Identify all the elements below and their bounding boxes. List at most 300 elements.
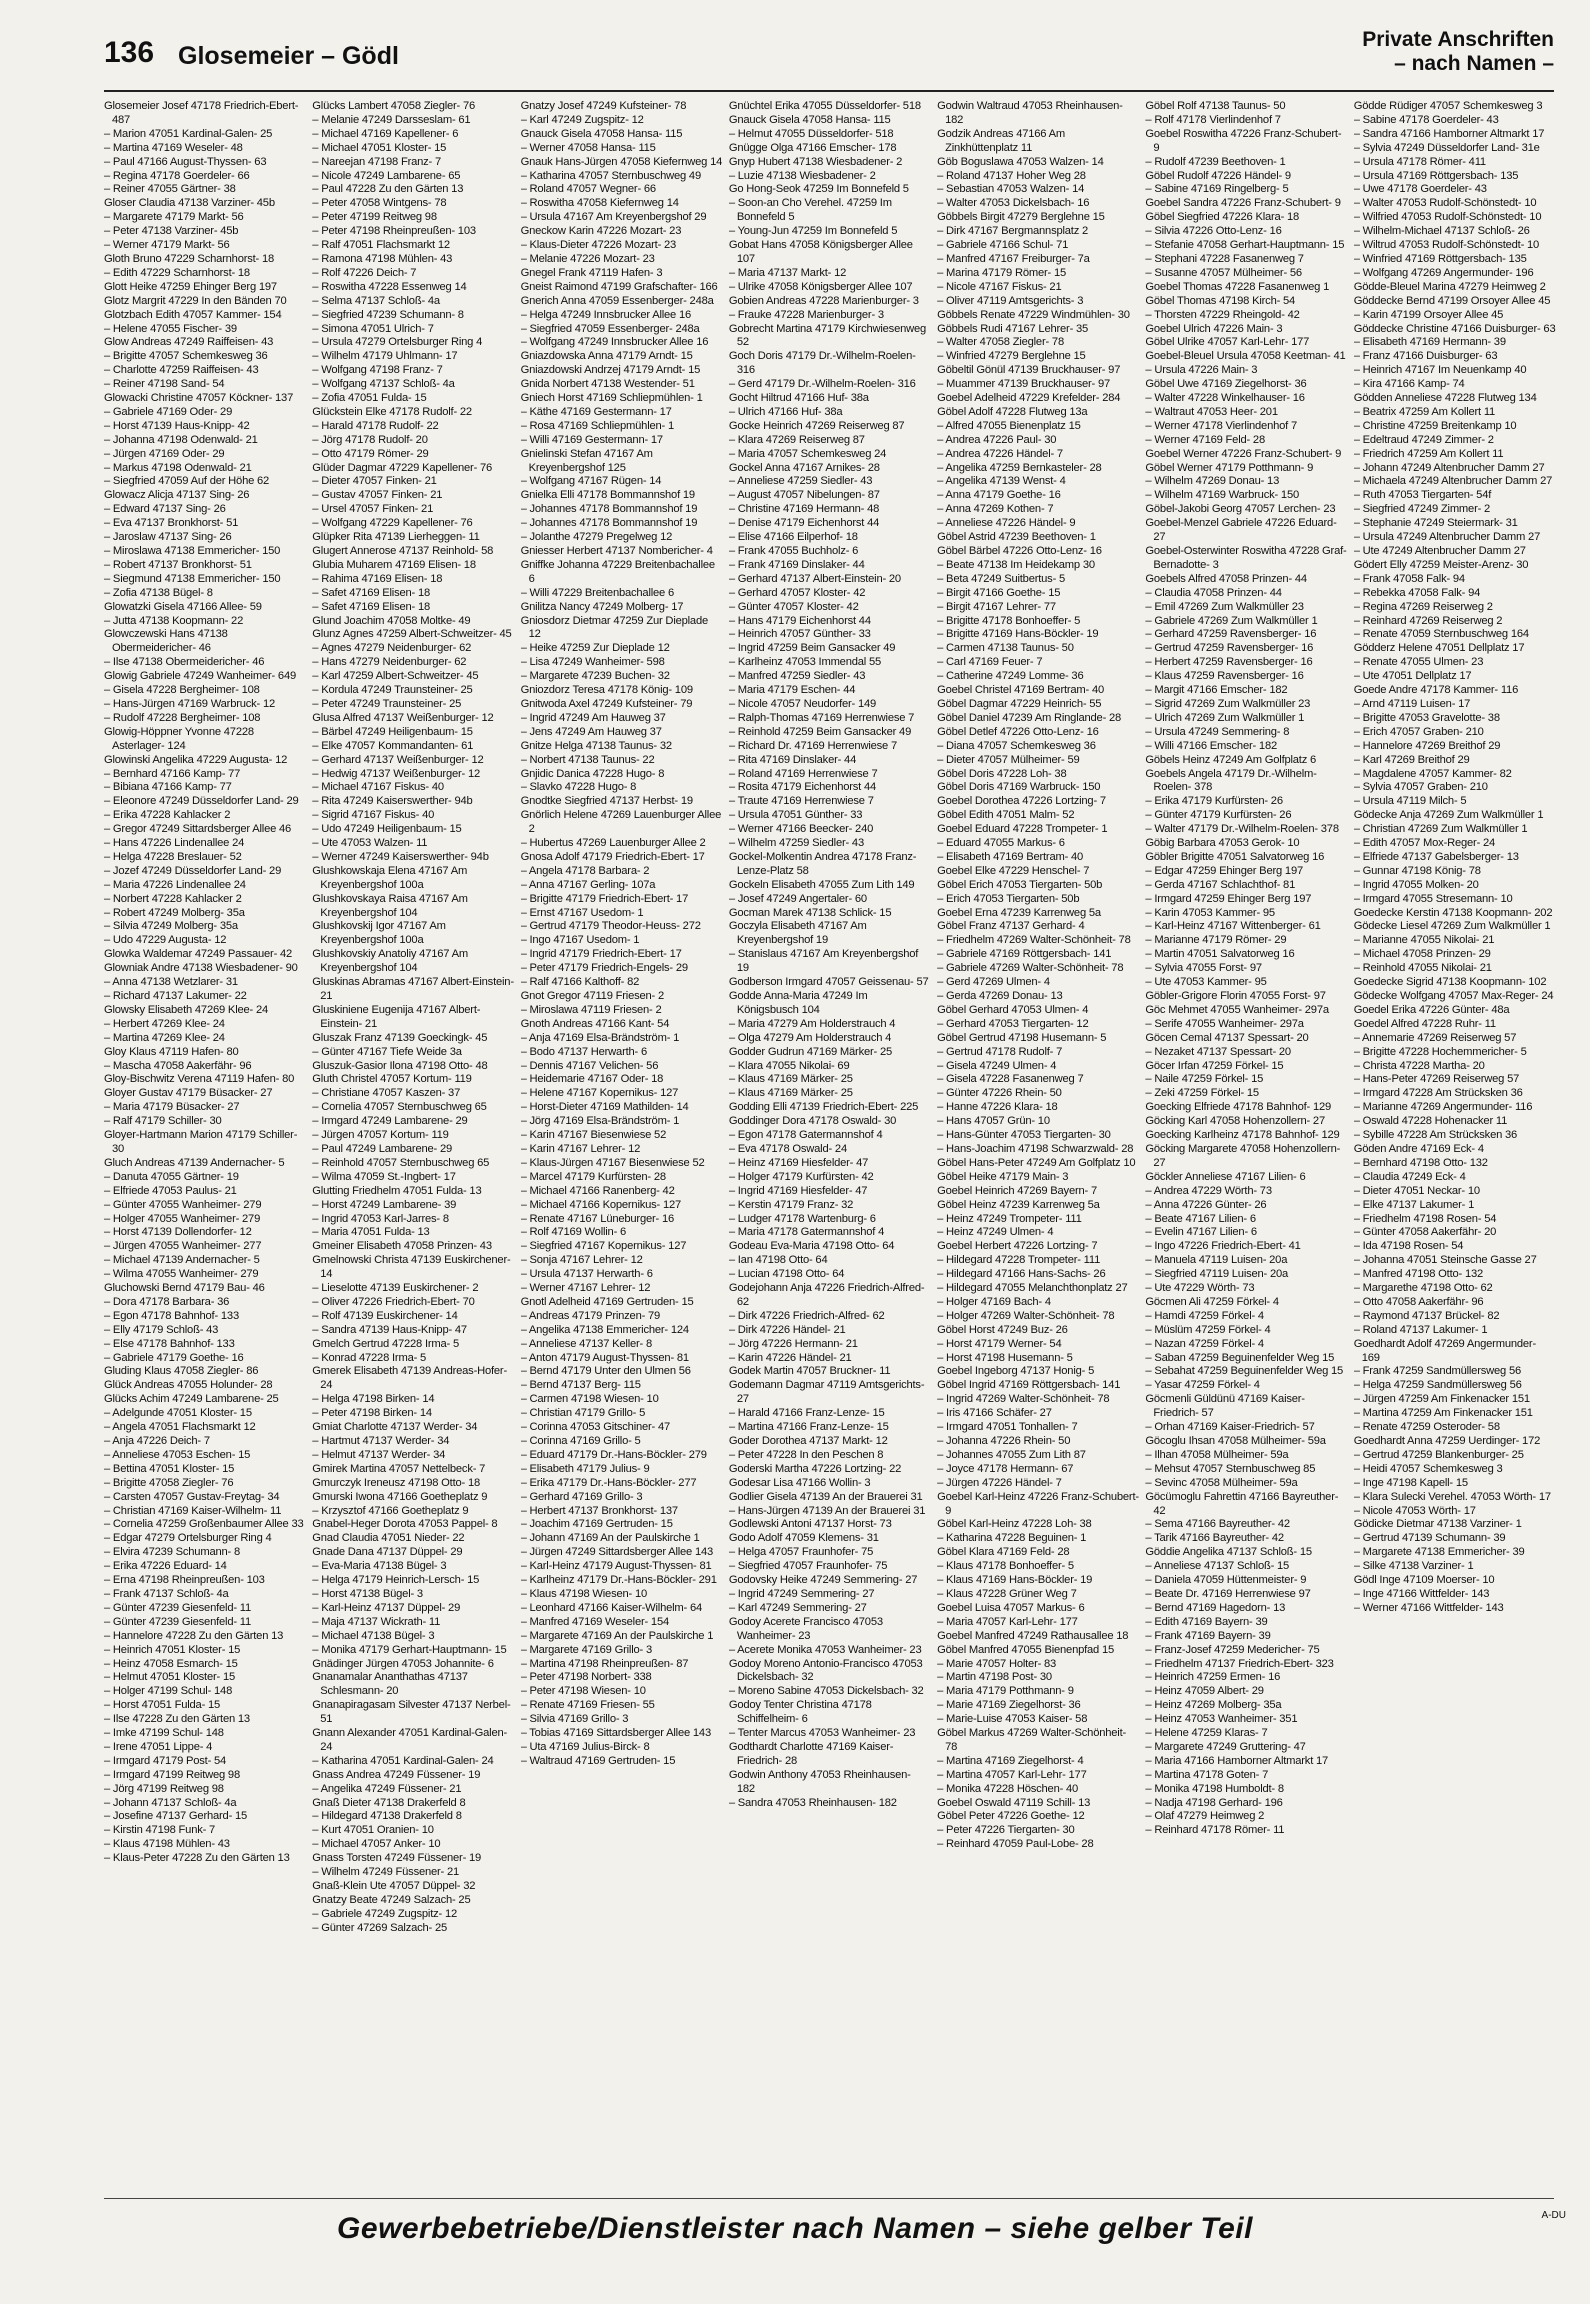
directory-entry: Gmerek Elisabeth 47139 Andreas-Hofer- 24: [312, 1365, 507, 1392]
directory-entry: Göbel Dagmar 47229 Heinrich- 55: [937, 697, 1102, 710]
directory-entry: – Käthe 47169 Gestermann- 17: [520, 405, 672, 418]
directory-entry: Gnann Alexander 47051 Kardinal-Galen- 24: [312, 1727, 508, 1753]
directory-entry: Gluchowski Bernd 47179 Bau- 46: [104, 1282, 265, 1295]
directory-entry: Gloth Bruno 47229 Scharnhorst- 18: [104, 252, 275, 265]
directory-entry: – Peter 47249 Traunsteiner- 25: [312, 697, 462, 710]
directory-entry: – Werner 47169 Feld- 28: [1145, 433, 1265, 446]
directory-entry: – Ralf 47179 Schiller- 30: [104, 1115, 222, 1128]
directory-entry: – Acerete Monika 47053 Wanheimer- 23: [728, 1643, 922, 1656]
directory-entry: – Cornelia 47259 Großenbaumer Allee 33: [104, 1518, 304, 1531]
directory-entry: – Jörg 47226 Hermann- 21: [728, 1337, 858, 1350]
directory-entry: – Marie 47169 Ziegelhorst- 36: [937, 1699, 1081, 1712]
directory-entry: – Harald 47178 Rudolf- 22: [312, 419, 439, 432]
directory-entry: – Christine 47259 Breitenkamp 10: [1353, 419, 1517, 432]
directory-entry: – Angelika 47138 Emmericher- 124: [520, 1323, 689, 1336]
section-title: [1362, 28, 1554, 76]
directory-entry: – Irmgard 47055 Stresemann- 10: [1353, 892, 1513, 905]
directory-entry: – Karlheinz 47179 Dr.-Hans-Böckler- 291: [520, 1574, 717, 1587]
directory-entry: – Erich 47057 Graben- 210: [1353, 725, 1484, 738]
directory-entry: Goebel Eduard 47228 Trompeter- 1: [937, 823, 1108, 836]
directory-entry: – Hans-Günter 47053 Tiergarten- 30: [937, 1129, 1111, 1142]
directory-entry: – Jolanthe 47279 Pregelweg 12: [520, 531, 673, 544]
directory-entry: – Maria 47057 Karl-Lehr- 177: [937, 1615, 1078, 1628]
directory-entry: – Klara Sulecki Verehel. 47053 Wörth- 17: [1353, 1490, 1551, 1503]
directory-entry: – Jutta 47138 Koopmann- 22: [104, 614, 244, 627]
directory-entry: – Nicole 47053 Wörth- 17: [1353, 1504, 1476, 1517]
directory-entry: – Karl-Heinz 47137 Düppel- 29: [312, 1601, 461, 1614]
directory-entry: Godder Gudrun 47169 Märker- 25: [728, 1045, 892, 1058]
directory-entry: Gniosdorz Dietmar 47259 Zur Dieplade 12: [520, 614, 708, 641]
directory-entry: – Heinrich 47057 Günther- 33: [728, 628, 871, 641]
directory-entry: – Marion 47051 Kardinal-Galen- 25: [104, 127, 273, 140]
directory-entry: – Heike 47259 Zur Dieplade 12: [520, 642, 670, 655]
directory-entry: – Ute 47053 Kammer- 95: [1145, 976, 1267, 989]
directory-entry: Gluding Klaus 47058 Ziegler- 86: [104, 1365, 259, 1378]
directory-entry: – Emil 47269 Zum Walkmüller 23: [1145, 600, 1304, 613]
directory-entry: – Eleonore 47249 Düsseldorfer Land- 29: [104, 795, 299, 808]
directory-entry: – Ulrich 47166 Huf- 38a: [728, 405, 843, 418]
directory-entry: – Inge 47166 Wittfelder- 143: [1353, 1587, 1490, 1600]
directory-entry: – Zofia 47138 Bügel- 8: [104, 586, 213, 599]
directory-entry: Gnanapiragasam Silvester 47137 Nerbel- 51: [312, 1699, 511, 1726]
directory-entry: – Johanna 47226 Rhein- 50: [937, 1435, 1071, 1447]
directory-entry: Glow Andreas 47249 Raiffeisen- 43: [104, 336, 274, 349]
directory-entry: – Stanislaus 47167 Am Kreyenbergshof 19: [728, 948, 919, 975]
directory-entry: – Sevinc 47058 Mülheimer- 59a: [1145, 1476, 1298, 1489]
directory-entry: – Sigrid 47269 Zum Walkmüller 23: [1145, 697, 1311, 710]
directory-entry: – Catherine 47249 Lomme- 36: [937, 670, 1084, 683]
directory-entry: – Christian 47169 Kaiser-Wilhelm- 11: [104, 1504, 282, 1517]
directory-entry: Gnaß-Klein Ute 47057 Düppel- 32: [312, 1880, 476, 1892]
directory-entry: – Klaus 47169 Märker- 25: [728, 1087, 853, 1100]
directory-entry: – Jörg 47169 Elsa-Brändström- 1: [520, 1115, 680, 1128]
directory-entry: Göbel Peter 47226 Goethe- 12: [937, 1810, 1085, 1823]
directory-entry: – Jürgen 47249 Sittardsberger Allee 143: [520, 1546, 714, 1559]
directory-entry: – Iris 47166 Schäfer- 27: [937, 1407, 1052, 1420]
directory-entry: – Gisela 47228 Bergheimer- 108: [104, 684, 260, 697]
directory-entry: – Helmut 47051 Kloster- 15: [104, 1671, 235, 1684]
directory-entry: – Gerhard 47053 Tiergarten- 12: [937, 1017, 1089, 1030]
directory-entry: – Klara 47055 Nikolai- 69: [728, 1059, 850, 1072]
directory-entry: – Angela 47178 Barbara- 2: [520, 864, 650, 877]
directory-entry: – Gabriele 47166 Schul- 71: [937, 239, 1069, 252]
directory-entry: – Ulrich 47269 Zum Walkmüller 1: [1145, 711, 1305, 724]
directory-entry: Göbel Adolf 47228 Flutweg 13a: [937, 405, 1088, 418]
directory-entry: – Martina 47166 Franz-Lenze- 15: [728, 1421, 889, 1434]
directory-entry: – Manfred 47167 Freiburger- 7a: [937, 252, 1090, 265]
directory-entry: – Peter 47199 Reitweg 98: [312, 211, 437, 224]
directory-entry: – Hans 47179 Eichenhorst 44: [728, 614, 871, 627]
directory-entry: – Sebahat 47259 Beguinenfelder Weg 15: [1145, 1365, 1344, 1378]
directory-entry: – Tarik 47166 Bayreuther- 42: [1145, 1532, 1284, 1545]
header-rule: [104, 90, 1554, 92]
directory-entry: – Siegfried 47249 Zimmer- 2: [1353, 503, 1491, 516]
directory-entry: – Frank 47169 Bayern- 39: [1145, 1629, 1271, 1642]
directory-entry: Göbler-Grigore Florin 47055 Forst- 97: [1145, 990, 1326, 1002]
directory-entry: – Günter 47239 Giesenfeld- 11: [104, 1615, 251, 1628]
directory-entry: – Ralf 47051 Flachsmarkt 12: [312, 239, 450, 252]
directory-entry: – Herbert 47259 Ravensberger- 16: [1145, 656, 1313, 669]
directory-entry: Gneckow Karin 47226 Mozart- 23: [520, 225, 682, 238]
directory-entry: – Heinrich 47167 Im Neuenkamp 40: [1353, 364, 1527, 377]
directory-entry: – Michael 47166 Ranenberg- 42: [520, 1184, 675, 1197]
directory-entry: – Günter 47167 Tiefe Weide 3a: [312, 1045, 462, 1058]
directory-entry: Göbel Doris 47228 Loh- 38: [937, 767, 1067, 780]
directory-entry: Göbbels Rudi 47167 Lehrer- 35: [937, 322, 1089, 335]
directory-entry: Gnilitza Nancy 47249 Molberg- 17: [520, 600, 684, 613]
directory-entry: – Ingo 47167 Usedom- 1: [520, 934, 640, 947]
directory-entry: – Ursula 47169 Röttgersbach- 135: [1353, 169, 1519, 182]
directory-entry: Glushkovskaya Raisa 47167 Am Kreyenbergshof 104: [312, 892, 468, 919]
directory-entry: – Jozef 47249 Düsseldorfer Land- 29: [104, 864, 282, 877]
directory-entry: – Nezaket 47137 Spessart- 20: [1145, 1045, 1291, 1058]
directory-entry: – Werner 47166 Beecker- 240: [728, 823, 874, 836]
directory-entry: – Elke 47137 Lakumer- 1: [1353, 1198, 1475, 1211]
directory-entry: Gobien Andreas 47228 Marienburger- 3: [728, 294, 919, 307]
directory-entry: – Claudia 47058 Prinzen- 44: [1145, 586, 1282, 599]
directory-entry: – Tenter Marcus 47053 Wanheimer- 23: [728, 1727, 916, 1740]
directory-entry: – Hans 47279 Neidenburger- 62: [312, 656, 467, 669]
directory-entry: – Anna 47226 Günter- 26: [1145, 1198, 1267, 1211]
directory-entry: – Jürgen 47057 Kortum- 119: [312, 1129, 449, 1142]
directory-entry: – Roland 47137 Lakumer- 1: [1353, 1323, 1488, 1336]
directory-entry: – Christine 47169 Hermann- 48: [728, 503, 880, 516]
section-title-line-1: Private Anschriften: [1362, 28, 1554, 51]
directory-entry: – Waltraud 47169 Gertruden- 15: [520, 1754, 676, 1767]
directory-entry: Glücks Lambert 47058 Ziegler- 76: [312, 100, 476, 112]
directory-entry: Göb Boguslawa 47053 Walzen- 14: [937, 155, 1104, 168]
directory-entry: Gnot Gregor 47119 Friesen- 2: [520, 990, 664, 1002]
directory-entry: – Beate 47167 Lilien- 6: [1145, 1212, 1256, 1225]
directory-entry: – Margarete 47138 Emmericher- 39: [1353, 1546, 1525, 1559]
directory-entry: – Willi 47229 Breitenbachallee 6: [520, 586, 674, 599]
directory-entry: Glüder Dagmar 47229 Kapellener- 76: [312, 461, 493, 474]
directory-entry: – Nicole 47249 Lambarene- 65: [312, 169, 461, 182]
directory-entry: – Reiner 47198 Sand- 54: [104, 378, 225, 391]
directory-entry: – Heinz 47053 Wanheimer- 351: [1145, 1713, 1298, 1726]
directory-entry: – Karl-Heinz 47179 August-Thyssen- 81: [520, 1560, 712, 1573]
directory-entry: Glowczewski Hans 47138 Obermeidericher- 46: [104, 628, 228, 655]
directory-entry: – Holger 47169 Bach- 4: [937, 1295, 1051, 1308]
directory-entry: – Beatrix 47259 Am Kollert 11: [1353, 405, 1496, 418]
directory-entry: – Christian 47179 Grillo- 5: [520, 1407, 646, 1420]
directory-entry: Gödden Anneliese 47228 Flutweg 134: [1353, 392, 1537, 405]
directory-entry: – Gabriele 47169 Röttgersbach- 141: [937, 948, 1112, 961]
directory-entry: Goebel Roswitha 47226 Franz-Schubert- 9: [1145, 127, 1342, 154]
directory-entry: – Silvia 47249 Molberg- 35a: [104, 920, 238, 933]
directory-entry: – Wilhelm 47249 Füssener- 21: [312, 1866, 460, 1879]
directory-entry: – Maria 47057 Schemkesweg 24: [728, 447, 887, 460]
directory-entry: – Beate 47138 Im Heidekamp 30: [937, 558, 1095, 571]
directory-entry: – Friedhelm 47198 Rosen- 54: [1353, 1212, 1497, 1225]
directory-entry: Godoy Acerete Francisco 47053 Wanheimer- 23: [728, 1615, 883, 1642]
footer-note: Gewerbebetriebe/Dienstleister nach Namen – siehe gelber Teil: [337, 2212, 1253, 2245]
directory-entry: – Horst 47051 Fulda- 15: [104, 1699, 221, 1712]
directory-entry: Göckler Anneliese 47167 Lilien- 6: [1145, 1170, 1306, 1183]
directory-entry: – Wolfgang 47229 Kapellener- 76: [312, 517, 473, 530]
directory-entry: – Helmut 47055 Düsseldorfer- 518: [728, 127, 894, 140]
directory-entry: Gobrecht Martina 47179 Kirchwiesenweg 52: [728, 322, 927, 349]
directory-entry: – Frank 47169 Dinslaker- 44: [728, 558, 865, 571]
directory-entry: – Peter 47198 Norbert- 338: [520, 1671, 652, 1684]
directory-entry: – Brigitte 47169 Hans-Böckler- 19: [937, 628, 1099, 641]
directory-entry: Goebel-Osterwinter Roswitha 47228 Graf-Bernadotte- 3: [1145, 545, 1347, 571]
directory-entry: Gockel-Molkentin Andrea 47178 Franz-Lenze-Platz 58: [728, 850, 917, 877]
directory-entry: – Anneliese 47053 Eschen- 15: [104, 1448, 251, 1461]
directory-entry: – Zeki 47259 Förkel- 15: [1145, 1087, 1259, 1100]
directory-entry: – Manfred 47198 Otto- 132: [1353, 1268, 1484, 1281]
directory-entry: – Alfred 47055 Bienenplatz 15: [937, 419, 1081, 432]
directory-entry: Gloyer Gustav 47179 Büsacker- 27: [104, 1087, 273, 1100]
directory-entry: – Eva 47137 Bronkhorst- 51: [104, 517, 239, 530]
directory-entry: Gniazdowska Anna 47179 Arndt- 15: [520, 350, 693, 363]
directory-entry: – Angelika 47249 Füssener- 21: [312, 1782, 462, 1795]
directory-entry: – Günter 47269 Salzach- 25: [312, 1921, 448, 1934]
directory-entry: – Peter 47228 In den Peschen 8: [728, 1448, 884, 1461]
directory-entry: – Ruth 47053 Tiergarten- 54f: [1353, 489, 1492, 502]
directory-entry: – Erich 47053 Tiergarten- 50b: [937, 892, 1080, 905]
directory-entry: – Slavko 47228 Hugo- 8: [520, 781, 637, 794]
directory-entry: Göcmen Ali 47259 Förkel- 4: [1145, 1295, 1279, 1308]
directory-entry: Göbel Bärbel 47226 Otto-Lenz- 16: [937, 545, 1102, 557]
directory-entry: – Dirk 47226 Händel- 21: [728, 1323, 846, 1336]
directory-entry: – Nazan 47259 Förkel- 4: [1145, 1337, 1264, 1350]
directory-entry: Göcking Karl 47058 Hohenzollern- 27: [1145, 1115, 1325, 1128]
directory-entry: – Klaus 47228 Grüner Weg 7: [937, 1587, 1077, 1600]
directory-entry: Gnegel Frank 47119 Hafen- 3: [520, 266, 663, 279]
directory-entry: – Jaroslaw 47137 Sing- 26: [104, 531, 232, 544]
directory-entry: – Margarete 47239 Buchen- 32: [520, 670, 670, 683]
directory-entry: – Rita 47169 Dinslaker- 44: [728, 753, 857, 766]
directory-entry: – Peter 47198 Rheinpreußen- 103: [312, 225, 476, 238]
directory-entry: – Rosita 47179 Eichenhorst 44: [728, 781, 877, 794]
directory-entry: – Young-Jun 47259 Im Bonnefeld 5: [728, 225, 898, 238]
directory-entry: – Irmgard 47259 Ehinger Berg 197: [1145, 892, 1312, 905]
directory-entry: – Ian 47198 Otto- 64: [728, 1254, 828, 1267]
directory-entry: – Bernd 47179 Unter den Ulmen 56: [520, 1365, 691, 1378]
directory-entry: – Heinz 47249 Ulmen- 4: [937, 1226, 1054, 1239]
directory-entry: – Werner 47166 Wittfelder- 143: [1353, 1601, 1504, 1614]
directory-entry: Gmelnowski Christa 47139 Euskirchener- 14: [312, 1254, 511, 1281]
directory-entry: Gnitwoda Axel 47249 Kufsteiner- 79: [520, 697, 693, 710]
directory-entry: Godesar Lisa 47166 Wollin- 3: [728, 1476, 871, 1489]
directory-entry: – Stephani 47228 Fasanenweg 7: [1145, 252, 1304, 265]
directory-entry: – Michael 47139 Andernacher- 5: [104, 1254, 260, 1267]
directory-entry: – Dirk 47167 Bergmannsplatz 2: [937, 225, 1089, 238]
directory-entry: – Ute 47051 Dellplatz 17: [1353, 670, 1472, 683]
directory-entry: – Walter 47053 Dickelsbach- 16: [937, 197, 1090, 210]
directory-entry: – Angela 47051 Flachsmarkt 12: [104, 1421, 256, 1434]
directory-entry: Godlier Gisela 47139 An der Brauerei 31: [728, 1490, 923, 1503]
directory-entry: – Karin 47199 Orsoyer Allee 45: [1353, 308, 1504, 321]
directory-entry: – Gertrud 47179 Theodor-Heuss- 272: [520, 920, 701, 933]
directory-entry: Goebel Thomas 47228 Fasanenweg 1: [1145, 280, 1330, 293]
directory-entry: – Sabine 47178 Goerdeler- 43: [1353, 113, 1499, 126]
directory-entry: Göbig Barbara 47053 Gerok- 10: [1145, 837, 1300, 850]
directory-entry: – Martina 47178 Goten- 7: [1145, 1768, 1269, 1781]
directory-entry: Gnauk Hans-Jürgen 47058 Kiefernweg 14: [520, 155, 723, 168]
directory-entry: – Richard Dr. 47169 Herrenwiese 7: [728, 739, 897, 752]
directory-entry: – Günter 47057 Kloster- 42: [728, 600, 859, 613]
directory-entry: – Anja 47169 Elsa-Brändström- 1: [520, 1031, 680, 1044]
directory-entry: – Reinhold 47259 Beim Gansacker 49: [728, 725, 912, 738]
directory-entry: – Sybille 47228 Am Strücksken 36: [1353, 1129, 1518, 1142]
directory-entry: – Ilse 47228 Zu den Gärten 13: [104, 1713, 250, 1726]
directory-entry: – Klaus 47259 Ravensberger- 16: [1145, 670, 1304, 683]
directory-entry: – Roland 47169 Herrenwiese 7: [728, 767, 878, 780]
directory-entry: – Brigitte 47058 Ziegler- 76: [104, 1476, 234, 1489]
directory-entry: – Martina 47169 Ziegelhorst- 4: [937, 1754, 1084, 1767]
directory-entry: – Hans-Peter 47269 Reiserweg 57: [1353, 1073, 1520, 1086]
directory-entry: – Horst 47198 Husemann- 5: [937, 1351, 1073, 1364]
directory-entry: – Reiner 47055 Gärtner- 38: [104, 183, 236, 196]
directory-entry: Goebel Elke 47229 Henschel- 7: [937, 864, 1090, 877]
directory-entry: – Maria 47166 Hamborner Altmarkt 17: [1145, 1754, 1329, 1767]
directory-entry: – Roswitha 47228 Essenweg 14: [312, 280, 467, 293]
directory-entry: Glowsky Elisabeth 47269 Klee- 24: [104, 1003, 268, 1016]
directory-entry: – Serife 47055 Wanheimer- 297a: [1145, 1017, 1304, 1030]
directory-entry: Godwin Anthony 47053 Rheinhausen- 182: [728, 1768, 911, 1795]
directory-entry: – Egon 47178 Gatermannshof 4: [728, 1129, 883, 1142]
directory-entry: – Lucian 47198 Otto- 64: [728, 1268, 845, 1281]
directory-entry: – Ursula 47137 Herwarth- 6: [520, 1268, 653, 1281]
directory-entry: – Irmgard 47199 Reitweg 98: [104, 1768, 240, 1781]
directory-entry: – Manuela 47119 Luisen- 20a: [1145, 1254, 1288, 1267]
directory-entry: Göddecke Christine 47166 Duisburger- 63: [1353, 322, 1556, 335]
directory-entry: – Holger 47199 Schul- 148: [104, 1685, 233, 1698]
directory-entry: – Franz 47166 Duisburger- 63: [1353, 350, 1498, 363]
directory-entry: – Hartmut 47137 Werder- 34: [312, 1435, 450, 1447]
directory-entry: Gluskiniene Eugenija 47167 Albert-Einstein- 21: [312, 1003, 481, 1030]
directory-entry: – Hans-Joachim 47198 Schwarzwald- 28: [937, 1142, 1134, 1155]
directory-entry: Gnade Dana 47137 Düppel- 29: [312, 1546, 463, 1559]
directory-entry: – Renate 47059 Sternbuschweg 164: [1353, 628, 1529, 641]
directory-entry: Goedecke Sigrid 47138 Koopmann- 102: [1353, 976, 1547, 989]
directory-entry: – Carl 47169 Feuer- 7: [937, 656, 1043, 669]
margin-smudge: [2, 150, 20, 850]
directory-entry: – Rahima 47169 Elisen- 18: [312, 572, 443, 585]
directory-entry: – Oliver 47119 Amtsgerichts- 3: [937, 294, 1084, 307]
directory-entry: – Ingrid 47169 Hiesfelder- 47: [728, 1184, 868, 1197]
directory-entry: – Martina 47057 Karl-Lehr- 177: [937, 1768, 1087, 1781]
directory-entry: Goebel Ulrich 47226 Main- 3: [1145, 322, 1283, 335]
directory-entry: – Magdalene 47057 Kammer- 82: [1353, 767, 1512, 780]
directory-entry: – Corinna 47169 Grillo- 5: [520, 1435, 641, 1447]
directory-entry: – Gustav 47057 Finken- 21: [312, 489, 443, 502]
directory-entry: Gnad Claudia 47051 Nieder- 22: [312, 1532, 465, 1545]
directory-entry: – Otto 47058 Aakerfähr- 96: [1353, 1295, 1484, 1308]
directory-entry: – Karl 47249 Zugspitz- 12: [520, 113, 644, 126]
directory-entry: – Elvira 47239 Schumann- 8: [104, 1546, 240, 1559]
directory-entry: – Siegmund 47138 Emmericher- 150: [104, 572, 281, 585]
directory-entry: – Krzysztof 47166 Goetheplatz 9: [312, 1504, 469, 1517]
directory-entry: – Frauke 47228 Marienburger- 3: [728, 308, 884, 321]
directory-entry: – Selma 47137 Schloß- 4a: [312, 294, 440, 307]
directory-entry: – Eva 47178 Oswald- 24: [728, 1142, 847, 1155]
directory-entry: – Hamdi 47259 Förkel- 4: [1145, 1309, 1264, 1322]
directory-entry: – Ursula 47119 Milch- 5: [1353, 795, 1467, 808]
directory-entry: Gnosa Adolf 47179 Friedrich-Ebert- 17: [520, 850, 705, 863]
directory-entry: Gödert Elly 47259 Meister-Arenz- 30: [1353, 558, 1529, 571]
directory-entry: – Horst 47179 Werner- 54: [937, 1337, 1062, 1350]
directory-entry: – Paul 47228 Zu den Gärten 13: [312, 183, 464, 196]
directory-entry: – Denise 47179 Eichenhorst 44: [728, 517, 880, 530]
directory-entry: Goebels Angela 47179 Dr.-Wilhelm-Roelen- 378: [1145, 767, 1317, 794]
directory-entry: – Helene 47167 Kopernikus- 127: [520, 1087, 679, 1100]
directory-entry: – Wilhelm-Michael 47137 Schloß- 26: [1353, 225, 1530, 238]
directory-entry: – Silke 47138 Varziner- 1: [1353, 1560, 1474, 1573]
directory-entry: Godthardt Charlotte 47169 Kaiser-Friedrich- 28: [728, 1740, 894, 1767]
directory-entry: – Maria 47179 Büsacker- 27: [104, 1101, 240, 1114]
directory-entry: – Markus 47198 Odenwald- 21: [104, 461, 252, 474]
directory-entry: – Sonja 47167 Lehrer- 12: [520, 1254, 643, 1267]
directory-entry: – Bernhard 47198 Otto- 132: [1353, 1156, 1488, 1169]
directory-entry: Gödde Rüdiger 47057 Schemkesweg 3: [1353, 100, 1543, 112]
directory-entry: Gnoth Andreas 47166 Kant- 54: [520, 1017, 670, 1030]
directory-entry: – Sandra 47166 Hamborner Altmarkt 17: [1353, 127, 1545, 140]
directory-entry: – Ralf 47166 Kalthoff- 82: [520, 976, 640, 989]
directory-entry: – Ute 47249 Altenbrucher Damm 27: [1353, 545, 1526, 557]
directory-entry: – Ingrid 47179 Friedrich-Ebert- 17: [520, 948, 682, 961]
directory-entry: – Helga 47179 Heinrich-Lersch- 15: [312, 1574, 480, 1587]
directory-entry: Göcking Margarete 47058 Hohenzollern- 27: [1145, 1142, 1341, 1169]
directory-entry: – Michael 47169 Kapellener- 6: [312, 127, 459, 140]
directory-entry: Godoy Tenter Christina 47178 Schiffelheim- 6: [728, 1699, 872, 1726]
directory-entry: – Sebastian 47053 Walzen- 14: [937, 183, 1085, 196]
directory-entry: – Günter 47179 Kurfürsten- 26: [1145, 809, 1292, 822]
directory-entry: – Kurt 47051 Oranien- 10: [312, 1824, 434, 1837]
directory-entry: – Kerstin 47179 Franz- 32: [728, 1198, 854, 1211]
directory-entry: – Gerhard 47137 Weißenburger- 12: [312, 753, 484, 766]
directory-entry: – Sabine 47169 Ringelberg- 5: [1145, 183, 1289, 196]
directory-entry: – Miroslawa 47138 Emmericher- 150: [104, 545, 281, 557]
directory-entry: – Ingrid 47259 Beim Gansacker 49: [728, 642, 896, 655]
directory-entry: Göbel-Jakobi Georg 47057 Lerchen- 23: [1145, 503, 1336, 516]
directory-entry: Gnanamalar Ananthathas 47137 Schlesmann- 20: [312, 1671, 468, 1698]
directory-entry: Glowacki Christine 47057 Köckner- 137: [104, 392, 294, 405]
directory-entry: – Andrea 47226 Händel- 7: [937, 447, 1063, 460]
directory-entry: Goebel Oswald 47119 Schill- 13: [937, 1796, 1091, 1809]
directory-entry: Glück Andreas 47055 Holunder- 28: [104, 1379, 273, 1392]
directory-entry: – Udo 47249 Heiligenbaum- 15: [312, 823, 462, 836]
directory-entry: – Waltraut 47053 Heer- 201: [1145, 405, 1278, 418]
directory-entry: – Johanna 47051 Steinsche Gasse 27: [1353, 1254, 1537, 1267]
directory-entry: – Gregor 47249 Sittardsberger Allee 46: [104, 823, 292, 836]
directory-entry: Göbel Erich 47053 Tiergarten- 50b: [937, 878, 1103, 891]
directory-entry: – Wilhelm 47169 Warbruck- 150: [1145, 489, 1299, 502]
directory-entry: – Ulrike 47058 Königsberger Allee 107: [728, 280, 913, 293]
directory-entry: – Wolfgang 47167 Rügen- 14: [520, 475, 662, 488]
directory-entry: – Cornelia 47057 Sternbuschweg 65: [312, 1101, 487, 1114]
directory-entry: – Gabriele 47179 Goethe- 16: [104, 1351, 244, 1364]
directory-entry: – Edith 47169 Bayern- 39: [1145, 1615, 1268, 1628]
directory-entry: – Wilfried 47053 Rudolf-Schönstedt- 10: [1353, 211, 1542, 224]
directory-entry: – Maria 47226 Lindenallee 24: [104, 878, 246, 891]
directory-entry: – Maria 47178 Gatermannshof 4: [728, 1226, 885, 1239]
directory-entry: – Marianne 47269 Angermunder- 116: [1353, 1101, 1533, 1114]
directory-entry: – Winfried 47169 Röttgersbach- 135: [1353, 252, 1527, 265]
directory-entry: – Jürgen 47055 Wanheimer- 277: [104, 1240, 262, 1253]
directory-entry: – Bärbel 47249 Heiligenbaum- 15: [312, 725, 473, 738]
directory-entry: – Frank 47137 Schloß- 4a: [104, 1587, 229, 1600]
directory-entry: Gnielka Elli 47178 Bommannshof 19: [520, 489, 695, 502]
directory-entry: – Rolf 47139 Euskirchener- 14: [312, 1309, 458, 1322]
directory-entry: – Michael 47138 Bügel- 3: [312, 1629, 435, 1642]
directory-entry: – Herbert 47137 Bronkhorst- 137: [520, 1504, 678, 1517]
directory-entry: Göcmenli Güldünü 47169 Kaiser-Friedrich- 57: [1145, 1393, 1305, 1420]
directory-entry: – Diana 47057 Schemkesweg 36: [937, 739, 1096, 752]
directory-entry: – Gerd 47179 Dr.-Wilhelm-Roelen- 316: [728, 378, 916, 391]
